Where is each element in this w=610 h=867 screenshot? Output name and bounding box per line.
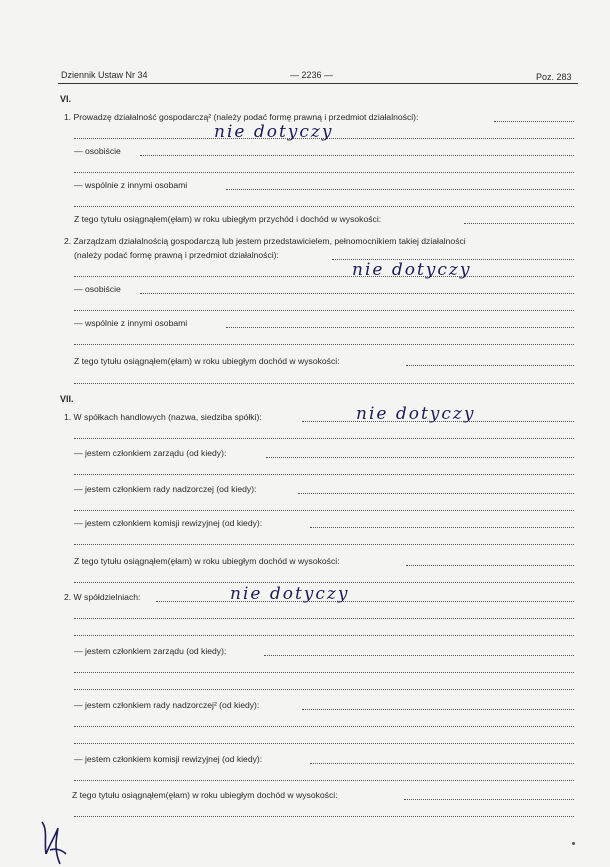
vii-1-income: Z tego tytułu osiągnąłem(ęłam) w roku ubiegłym dochód w wysokości: bbox=[74, 556, 340, 566]
fill-line bbox=[74, 276, 574, 277]
header-position: Poz. 283 bbox=[536, 72, 572, 82]
vi-1-income: Z tego tytułu osiągnąłem(ęłam) w roku ubiegłym przychód i dochód w wysokości: bbox=[74, 214, 382, 224]
fill-line bbox=[74, 474, 574, 475]
vii-2-komisja: — jestem członkiem komisji rewizyjnej (od kiedy): bbox=[74, 754, 263, 764]
fill-line bbox=[406, 565, 574, 566]
fill-line bbox=[226, 327, 574, 328]
fill-line bbox=[74, 172, 574, 173]
fill-line bbox=[310, 527, 574, 528]
fill-line bbox=[406, 365, 574, 366]
speck bbox=[572, 842, 575, 845]
vii-2-zarzad: — jestem członkiem zarządu (od kiedy): bbox=[74, 646, 227, 656]
fill-line bbox=[74, 438, 574, 439]
fill-line bbox=[298, 493, 574, 494]
fill-line bbox=[494, 121, 574, 122]
vi-1-handwritten: nie dotyczy bbox=[214, 122, 334, 142]
vi-2-wspolnie: — wspólnie z innymi osobami bbox=[74, 318, 188, 328]
vii-1-komisja: — jestem członkiem komisji rewizyjnej (od kiedy): bbox=[74, 518, 263, 528]
fill-line bbox=[404, 799, 574, 800]
vi-1-text: 1. Prowadzę działalność gospodarczą² (należy podać formę prawną i przedmiot działalności): bbox=[64, 112, 419, 122]
section-vii-title: VII. bbox=[60, 394, 74, 404]
header-journal: Dziennik Ustaw Nr 34 bbox=[61, 70, 148, 80]
vi-2-handwritten: nie dotyczy bbox=[352, 260, 472, 280]
vii-2-rada: — jestem członkiem rady nadzorczej² (od kiedy): bbox=[74, 700, 260, 710]
fill-line bbox=[74, 582, 574, 583]
fill-line bbox=[156, 601, 574, 602]
fill-line bbox=[74, 310, 574, 311]
fill-line bbox=[74, 344, 574, 345]
vii-1-zarzad: — jestem członkiem zarządu (od kiedy): bbox=[74, 448, 227, 458]
vi-1-wspolnie: — wspólnie z innymi osobami bbox=[74, 180, 188, 190]
vii-2-text: 2. W spółdzielniach: bbox=[64, 592, 141, 602]
signature-initials bbox=[36, 820, 76, 867]
fill-line bbox=[74, 816, 574, 817]
header-page-number: — 2236 — bbox=[290, 70, 334, 80]
section-vi-title: VI. bbox=[60, 94, 72, 104]
fill-line bbox=[140, 293, 574, 294]
fill-line bbox=[74, 544, 574, 545]
fill-line bbox=[74, 618, 574, 619]
fill-line bbox=[74, 672, 574, 673]
vi-1-osobiscie: — osobiście bbox=[74, 146, 121, 156]
vii-1-text: 1. W spółkach handlowych (nazwa, siedziba spółki): bbox=[64, 412, 262, 422]
fill-line bbox=[264, 655, 574, 656]
vi-2-income: Z tego tytułu osiągnąłem(ęłam) w roku ubiegłym dochód w wysokości: bbox=[74, 356, 340, 366]
fill-line bbox=[74, 635, 574, 636]
fill-line bbox=[310, 763, 574, 764]
fill-line bbox=[464, 223, 574, 224]
header-rule bbox=[58, 83, 578, 84]
fill-line bbox=[74, 726, 574, 727]
vii-1-handwritten: nie dotyczy bbox=[356, 404, 476, 424]
vi-2-text: 2. Zarządzam działalnością gospodarczą lub jestem przedstawicielem, pełnomocnikiem takiej działalności bbox=[64, 236, 466, 246]
vi-2-osobiscie: — osobiście bbox=[74, 284, 121, 294]
fill-line bbox=[74, 743, 574, 744]
vi-2-text2: (należy podać formę prawną i przedmiot działalności): bbox=[74, 250, 279, 260]
vii-2-handwritten: nie dotyczy bbox=[230, 584, 350, 604]
vii-1-rada: — jestem członkiem rady nadzorczej (od kiedy): bbox=[74, 484, 257, 494]
vii-2-income: Z tego tytułu osiągnąłem(ęłam) w roku ubiegłym dochód w wysokości: bbox=[72, 790, 338, 800]
fill-line bbox=[74, 510, 574, 511]
fill-line bbox=[74, 689, 574, 690]
fill-line bbox=[266, 457, 574, 458]
fill-line bbox=[74, 206, 574, 207]
fill-line bbox=[140, 155, 574, 156]
fill-line bbox=[74, 780, 574, 781]
fill-line bbox=[302, 709, 574, 710]
fill-line bbox=[226, 189, 574, 190]
fill-line bbox=[74, 383, 574, 384]
